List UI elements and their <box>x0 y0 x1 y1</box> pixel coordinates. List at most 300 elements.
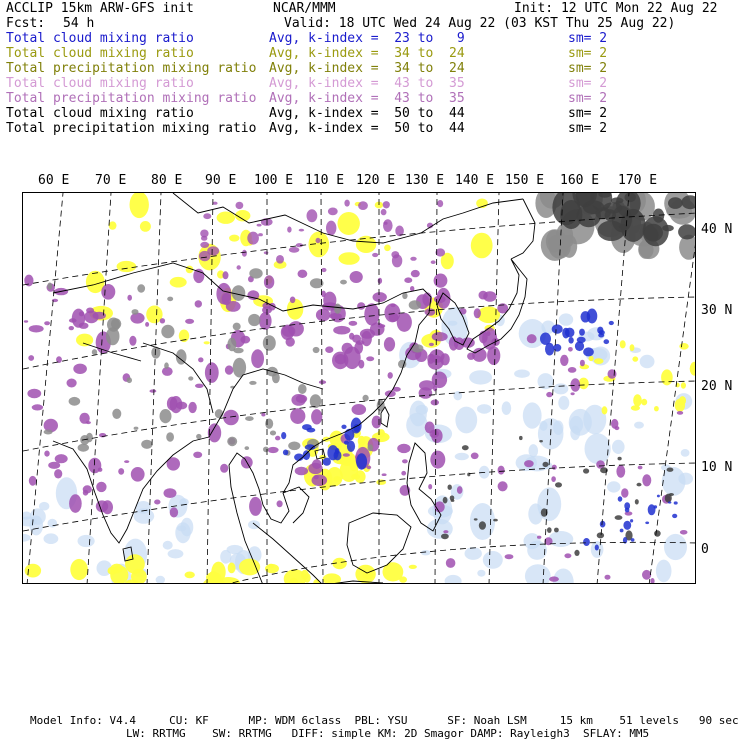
field-patch <box>168 549 184 558</box>
field-patch <box>568 337 573 344</box>
field-patch <box>583 468 589 473</box>
field-patch <box>67 379 77 388</box>
field-patch <box>559 313 573 325</box>
field-patch <box>549 576 559 581</box>
field-patch <box>358 436 366 446</box>
field-patch <box>69 397 81 406</box>
field-patch <box>333 476 341 482</box>
field-patch <box>483 291 496 302</box>
field-patch <box>680 530 688 535</box>
field-patch <box>239 559 260 576</box>
legend-level-range: Avg, k-index = 23 to 9 <box>269 31 465 46</box>
field-patch <box>383 201 390 208</box>
field-patch <box>335 448 340 454</box>
field-patch <box>618 457 622 461</box>
field-patch <box>352 404 367 415</box>
field-patch <box>154 500 160 505</box>
field-patch <box>290 408 305 424</box>
field-patch <box>641 399 647 406</box>
field-patch <box>289 247 300 253</box>
valid-time: Valid: 18 UTC Wed 24 Aug 22 (03 KST Thu 25 Aug 22) <box>284 16 676 31</box>
field-patch <box>618 496 623 501</box>
field-patch <box>477 570 485 577</box>
field-patch <box>196 434 201 439</box>
legend-row <box>6 62 734 76</box>
field-patch <box>130 313 144 324</box>
field-patch <box>242 250 247 257</box>
field-patch <box>654 530 661 536</box>
longitude-label: 160 E <box>560 173 600 188</box>
field-patch <box>140 221 151 232</box>
field-patch <box>70 559 88 580</box>
longitude-label: 70 E <box>95 173 127 188</box>
field-patch <box>245 446 250 450</box>
latitude-label: 30 N <box>701 303 733 318</box>
field-patch <box>249 497 262 516</box>
field-patch <box>635 499 639 504</box>
field-patch <box>170 277 187 288</box>
field-patch <box>216 283 231 305</box>
field-patch <box>207 246 219 255</box>
field-patch <box>287 299 303 320</box>
field-patch <box>667 468 674 472</box>
field-patch <box>448 321 458 326</box>
field-patch <box>428 355 444 370</box>
legend-row <box>6 122 734 136</box>
field-patch <box>448 485 452 490</box>
field-patch <box>552 324 563 333</box>
forecast-hours: 54 h <box>63 16 95 31</box>
field-patch <box>595 545 599 551</box>
field-patch <box>188 376 193 380</box>
field-patch <box>634 422 644 429</box>
longitude-label: 100 E <box>254 173 294 188</box>
field-patch <box>198 357 203 362</box>
field-patch <box>127 295 132 301</box>
longitude-label: 120 E <box>356 173 396 188</box>
field-patch <box>547 527 552 533</box>
field-patch <box>339 252 360 265</box>
field-patch <box>170 396 183 413</box>
field-patch <box>611 197 624 203</box>
field-patch <box>681 382 686 388</box>
field-patch <box>527 541 547 560</box>
field-patch <box>287 227 291 233</box>
field-patch <box>44 321 50 325</box>
field-patch <box>546 392 552 397</box>
field-patch <box>514 370 530 378</box>
longitude-label: 150 E <box>505 173 545 188</box>
field-patch <box>321 268 326 272</box>
field-patch <box>248 520 260 529</box>
field-patch <box>86 421 91 424</box>
field-patch <box>195 384 204 388</box>
field-patch <box>23 534 31 542</box>
field-patch <box>474 518 478 520</box>
field-patch <box>206 572 221 583</box>
field-patch <box>498 466 505 475</box>
field-patch <box>296 395 307 403</box>
field-patch <box>245 416 254 421</box>
latitude-label: 40 N <box>701 222 733 237</box>
field-patch <box>145 322 149 327</box>
field-patch <box>383 222 387 225</box>
field-patch <box>240 336 250 344</box>
field-patch <box>233 323 241 331</box>
field-patch <box>615 426 620 430</box>
field-patch <box>648 504 656 515</box>
field-patch <box>620 340 626 348</box>
field-patch <box>313 475 318 479</box>
field-patch <box>594 358 604 364</box>
field-patch <box>527 334 537 343</box>
field-patch <box>419 387 433 399</box>
field-patch <box>583 538 590 546</box>
field-patch <box>483 551 503 569</box>
field-patch <box>44 533 59 544</box>
field-patch <box>378 278 382 284</box>
field-patch <box>376 480 386 485</box>
field-patch <box>341 425 346 429</box>
field-patch <box>205 362 219 383</box>
legend-level-range: Avg, k-index = 43 to 35 <box>269 76 465 91</box>
field-patch <box>479 521 486 530</box>
field-patch <box>638 466 643 470</box>
field-patch <box>411 270 420 277</box>
field-patch <box>661 369 673 385</box>
field-patch <box>175 522 190 543</box>
field-patch <box>553 383 568 394</box>
field-patch <box>249 381 256 385</box>
field-patch <box>236 202 244 209</box>
field-patch <box>552 465 557 470</box>
field-patch <box>669 493 674 496</box>
longitude-label: 130 E <box>405 173 445 188</box>
field-patch <box>450 495 455 500</box>
field-patch <box>349 321 358 326</box>
field-patch <box>443 497 448 504</box>
legend-row <box>6 92 734 106</box>
legend-smoothing: sm= 2 <box>568 31 608 46</box>
field-patch <box>632 356 638 361</box>
field-patch <box>560 355 568 366</box>
field-patch <box>537 536 541 539</box>
field-patch <box>356 236 376 253</box>
model-info-line1: Model Info: V4.4 CU: KF MP: WDM 6class PBL: YSU SF: Noah LSM 15 km 51 levels 90 sec <box>30 714 739 727</box>
field-patch <box>607 481 620 492</box>
field-patch <box>92 349 97 355</box>
field-patch <box>79 323 89 329</box>
field-patch <box>445 575 462 584</box>
field-patch <box>356 453 367 469</box>
field-patch <box>132 309 139 315</box>
field-patch <box>599 330 605 335</box>
latitude-label: 20 N <box>701 379 733 394</box>
field-patch <box>332 352 348 370</box>
field-patch <box>612 440 625 454</box>
field-patch <box>561 235 577 258</box>
legend-field-name: Total cloud mixing ratio <box>6 46 194 61</box>
field-patch <box>553 344 561 352</box>
field-patch <box>299 229 304 232</box>
field-patch <box>84 311 98 324</box>
field-patch <box>571 392 575 395</box>
field-patch <box>631 405 640 410</box>
map-panel <box>22 192 696 584</box>
field-patch <box>164 362 169 369</box>
field-patch <box>523 402 542 428</box>
field-patch <box>249 268 262 278</box>
legend-smoothing: sm= 2 <box>568 106 608 121</box>
field-patch <box>223 271 229 279</box>
field-patch <box>203 213 211 219</box>
field-patch <box>388 372 393 379</box>
legend-smoothing: sm= 2 <box>568 61 608 76</box>
field-patch <box>237 265 241 269</box>
graticule <box>23 193 696 584</box>
field-patch <box>642 570 651 580</box>
field-patch <box>258 233 263 236</box>
field-patch <box>25 564 41 578</box>
field-patch <box>127 377 132 383</box>
field-patch <box>477 404 491 414</box>
field-patch <box>681 449 690 457</box>
field-patch <box>170 507 178 517</box>
field-patch <box>303 450 310 460</box>
field-patch <box>677 411 683 415</box>
legend-field-name: Total cloud mixing ratio <box>6 31 194 46</box>
field-patch <box>316 238 321 243</box>
field-patch <box>326 221 336 236</box>
field-patch <box>156 576 165 584</box>
field-patch <box>645 522 649 525</box>
plot-title: ACCLIP 15km ARW-GFS init <box>6 1 194 16</box>
field-patch <box>54 469 62 478</box>
field-patch <box>215 409 223 418</box>
field-patch <box>265 419 273 429</box>
field-patch <box>227 437 237 447</box>
field-patch <box>487 346 500 365</box>
field-patch <box>350 271 363 283</box>
field-patch <box>580 360 585 367</box>
field-patch <box>455 407 477 434</box>
field-patch <box>383 219 393 232</box>
field-patch <box>27 389 41 399</box>
field-patch <box>505 554 514 559</box>
legend-smoothing: sm= 2 <box>568 76 608 91</box>
field-patch <box>642 474 651 486</box>
field-patch <box>623 521 631 530</box>
field-patch <box>402 459 408 463</box>
field-patch <box>117 261 137 272</box>
field-patch <box>129 336 136 346</box>
field-patch <box>678 473 693 485</box>
latitude-label: 10 N <box>701 460 733 475</box>
field-patch <box>525 564 551 584</box>
field-patch <box>277 500 283 507</box>
field-patch <box>690 362 696 376</box>
field-patch <box>150 389 157 392</box>
forecast-label: Fcst: <box>6 16 46 31</box>
field-patch <box>220 464 228 473</box>
field-patch <box>325 346 333 353</box>
field-patch <box>555 482 562 487</box>
field-patch <box>193 269 204 283</box>
field-patch <box>213 202 218 205</box>
field-patch <box>264 275 274 289</box>
field-patch <box>259 312 272 330</box>
field-patch <box>430 451 445 469</box>
field-patch <box>675 399 685 412</box>
init-time: Init: 12 UTC Mon 22 Aug 22 <box>514 1 718 16</box>
field-patch <box>650 578 654 584</box>
field-patch <box>384 303 400 322</box>
field-patch <box>498 481 508 491</box>
field-patch <box>263 335 276 351</box>
field-patch <box>257 224 262 227</box>
field-patch <box>334 304 341 314</box>
field-patch <box>185 572 195 579</box>
longitude-label: 60 E <box>38 173 70 188</box>
field-patch <box>109 221 117 229</box>
field-patch <box>428 484 432 489</box>
field-patch <box>32 404 43 410</box>
field-patch <box>558 396 569 410</box>
field-patch <box>28 355 34 361</box>
field-patch <box>340 280 347 285</box>
field-patch <box>204 341 210 344</box>
field-patch <box>409 300 421 310</box>
longitude-label: 140 E <box>455 173 495 188</box>
field-patch <box>281 432 286 439</box>
field-patch <box>431 260 436 264</box>
field-patch <box>621 488 628 497</box>
legend-row <box>6 77 734 91</box>
field-patch <box>328 208 338 216</box>
field-patch <box>664 534 687 560</box>
field-patch <box>609 321 614 325</box>
field-patch <box>397 444 410 453</box>
field-patch <box>381 209 387 215</box>
field-patch <box>229 235 239 242</box>
field-patch <box>356 340 365 345</box>
field-patch <box>587 309 598 324</box>
field-patch <box>425 308 436 315</box>
legend-field-name: Total cloud mixing ratio <box>6 106 194 121</box>
field-patch <box>429 430 439 438</box>
field-patch <box>441 534 449 540</box>
longitude-label: 90 E <box>205 173 237 188</box>
field-patch <box>385 390 396 397</box>
field-patch <box>615 515 623 520</box>
field-patch <box>401 471 406 476</box>
field-patch <box>195 300 202 307</box>
field-patch <box>30 508 46 524</box>
latitude-label: 0 <box>701 542 709 557</box>
field-patch <box>163 541 173 550</box>
legend-row <box>6 107 734 121</box>
field-patch <box>487 331 491 336</box>
longitude-label: 170 E <box>618 173 658 188</box>
field-patch <box>276 255 284 264</box>
field-patch <box>668 501 671 503</box>
field-patch <box>404 277 412 283</box>
field-patch <box>554 528 559 533</box>
field-patch <box>282 326 295 337</box>
field-patch <box>605 209 616 221</box>
field-patch <box>459 308 466 314</box>
field-patch <box>275 436 280 441</box>
field-patch <box>24 320 28 322</box>
field-patch <box>568 347 573 352</box>
field-patch <box>298 384 307 394</box>
field-patch <box>519 319 546 348</box>
field-patch <box>228 563 236 574</box>
field-patch <box>565 328 575 338</box>
field-patch <box>429 343 434 346</box>
field-patch <box>130 193 149 218</box>
field-patch <box>125 554 145 574</box>
field-patch <box>164 488 177 498</box>
field-patch <box>471 453 479 460</box>
field-patch <box>608 369 617 378</box>
field-patch <box>76 334 93 347</box>
field-patch <box>493 519 498 522</box>
field-patch <box>160 318 165 323</box>
field-patch <box>338 212 360 235</box>
field-patch <box>579 329 585 336</box>
field-patch <box>431 400 439 406</box>
field-patch <box>678 224 696 239</box>
field-patch <box>553 569 574 585</box>
field-patch <box>69 494 82 513</box>
field-patch <box>39 502 49 511</box>
field-patch <box>471 233 493 259</box>
field-patch <box>351 474 360 480</box>
field-patch <box>410 401 427 427</box>
field-patch <box>539 440 543 442</box>
field-patch <box>247 232 259 245</box>
field-patch <box>370 322 385 335</box>
field-patch <box>351 418 362 434</box>
field-patch <box>286 337 295 346</box>
field-patch <box>305 444 316 450</box>
field-patch <box>118 468 124 475</box>
field-patch <box>654 406 659 411</box>
field-patch <box>323 573 341 584</box>
field-patch <box>268 447 279 453</box>
field-patch <box>437 288 451 309</box>
field-patch <box>372 416 382 429</box>
legend-field-name: Total cloud mixing ratio <box>6 76 194 91</box>
field-patch <box>469 370 492 384</box>
field-patch <box>674 501 678 504</box>
field-patch <box>48 519 58 528</box>
legend-field-name: Total precipitation mixing ratio <box>6 121 257 136</box>
field-patch <box>78 535 95 547</box>
field-patch <box>543 462 549 467</box>
field-patch <box>384 245 391 252</box>
field-patch <box>112 409 121 419</box>
field-patch <box>564 553 571 558</box>
field-patch <box>73 364 87 374</box>
field-patch <box>434 274 448 288</box>
field-patch <box>399 576 407 582</box>
field-patch <box>577 337 586 343</box>
field-patch <box>185 319 194 324</box>
legend-field-name: Total precipitation mixing ratio <box>6 61 257 76</box>
field-patch <box>233 348 243 354</box>
